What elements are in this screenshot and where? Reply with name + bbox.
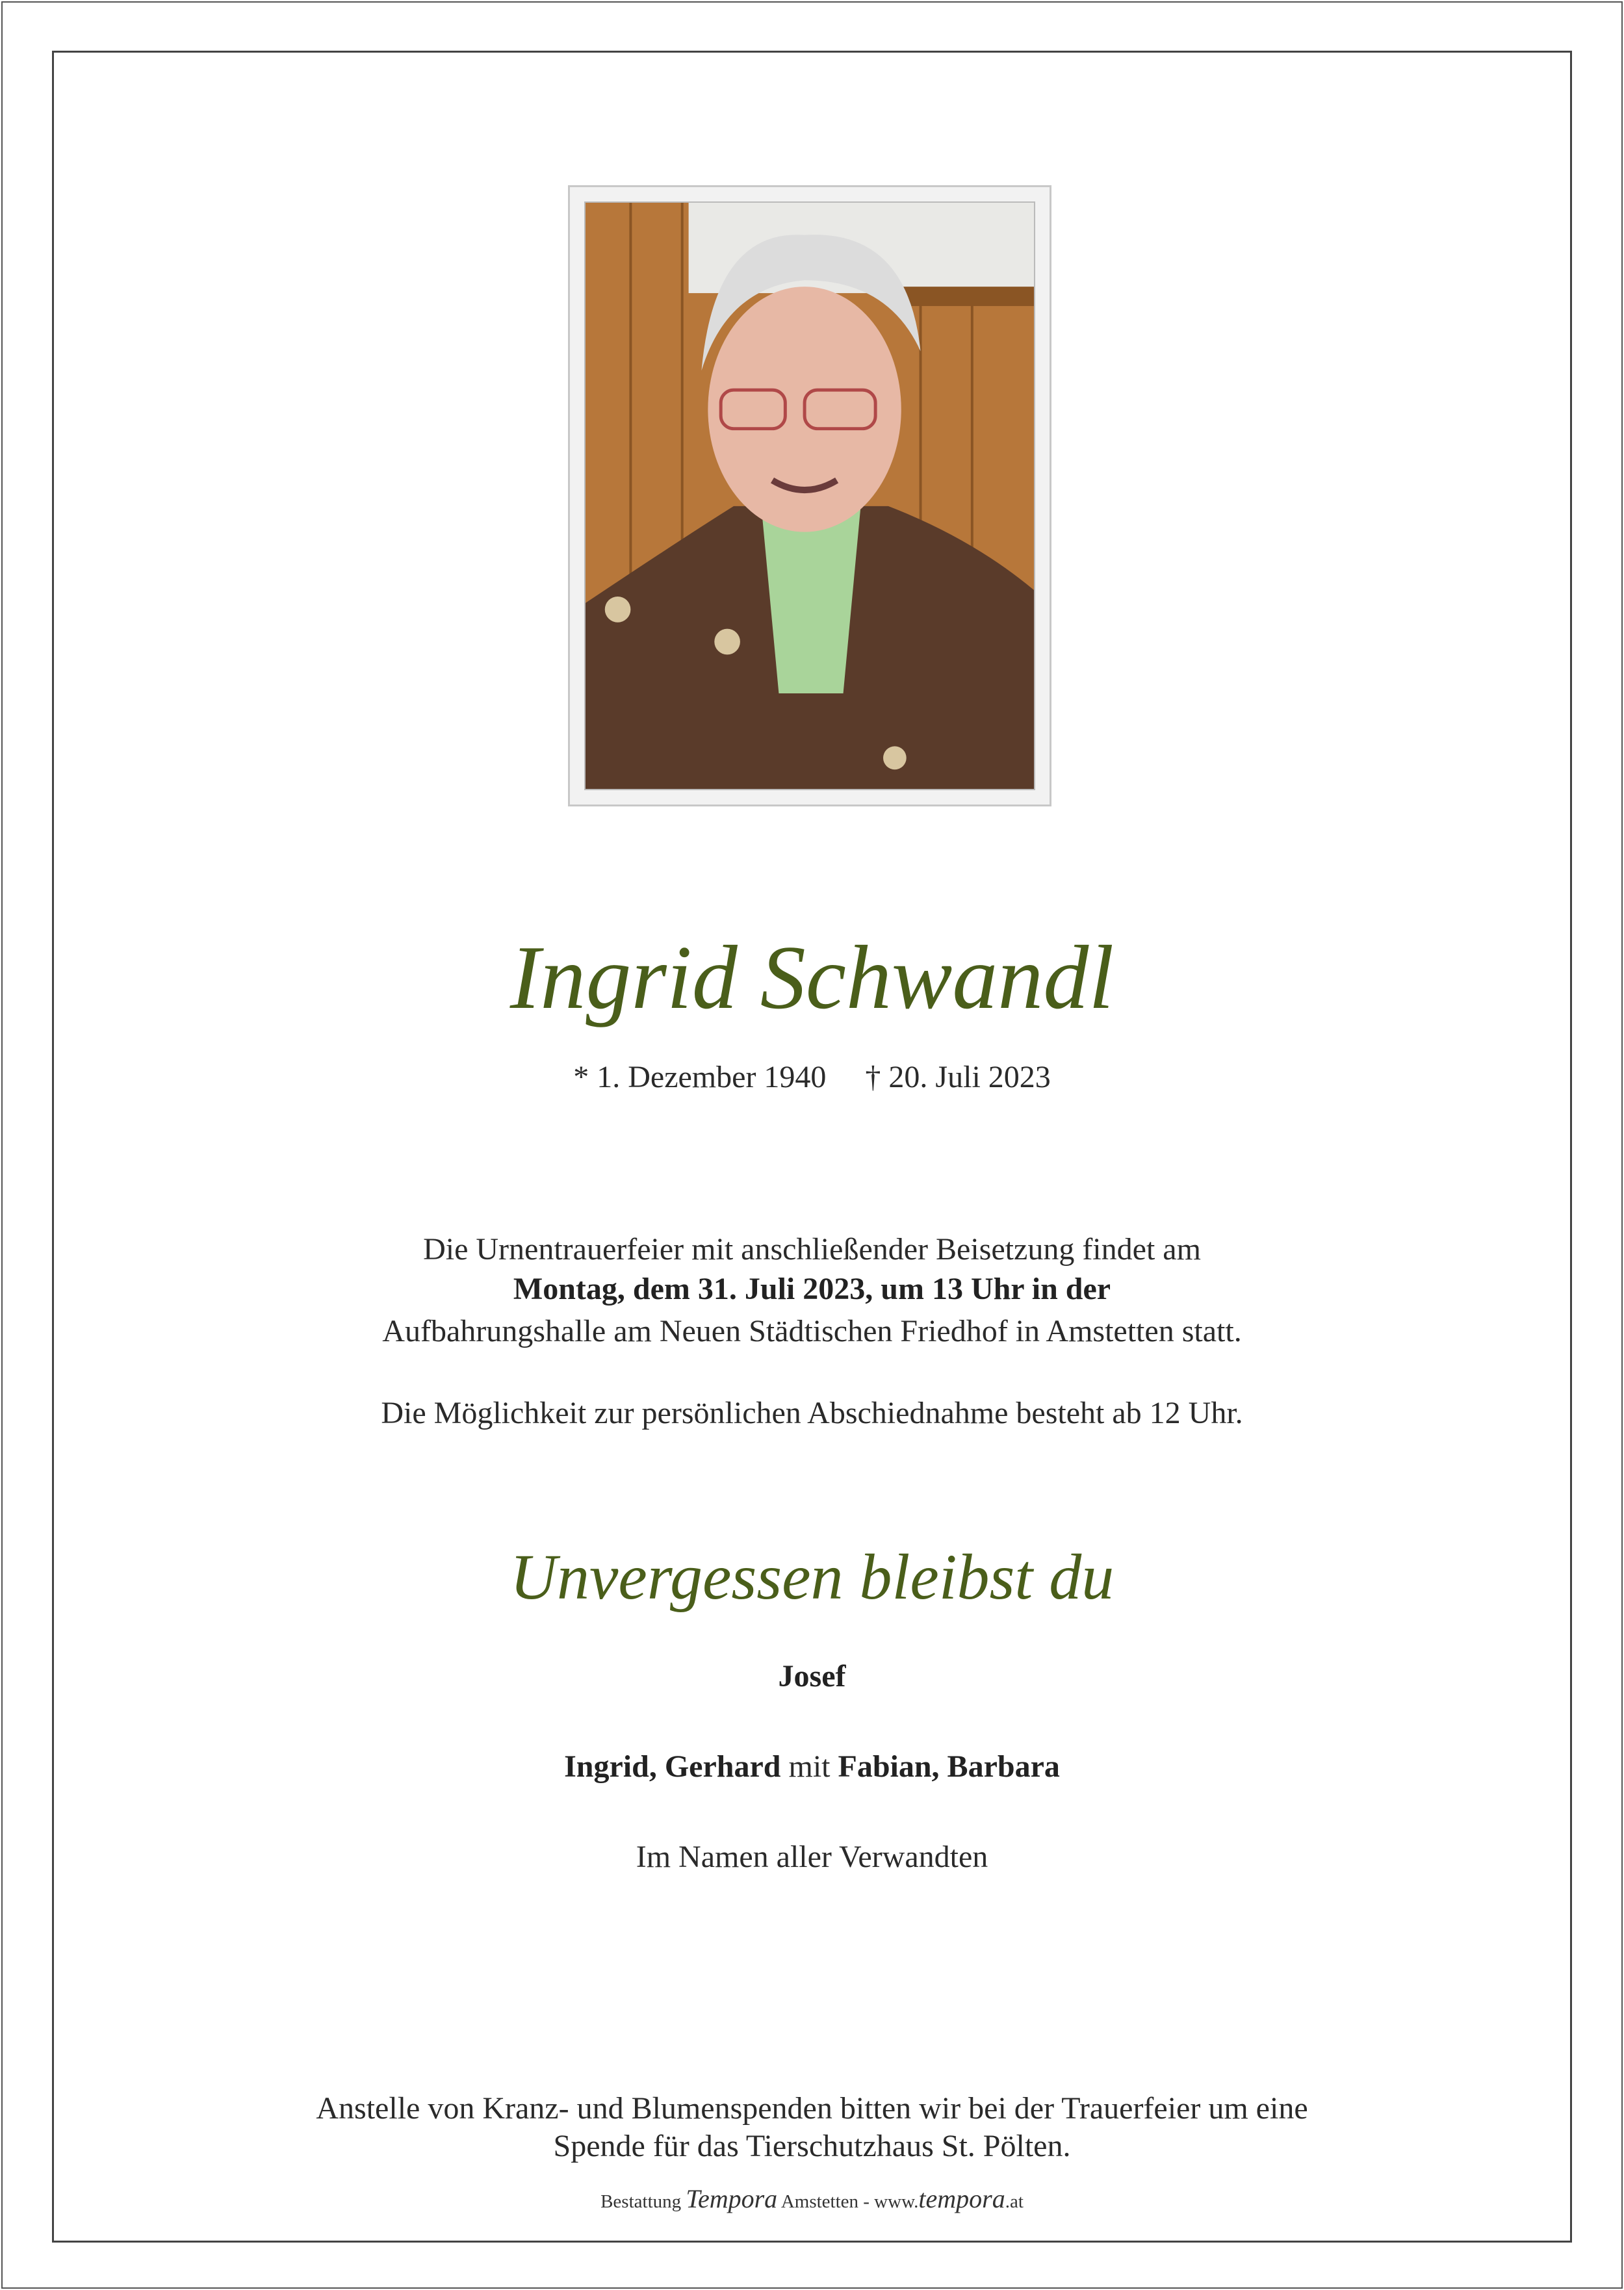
donation-line-1: Anstelle von Kranz- und Blumenspenden bitten wir bei der Trauerfeier um eine [316, 2091, 1308, 2126]
mourners-mid: mit [780, 1749, 838, 1784]
portrait-photo [584, 201, 1035, 790]
death-date: † 20. Juli 2023 [865, 1060, 1051, 1094]
mourners-bold-b: Fabian, Barbara [838, 1749, 1060, 1784]
motto: Unvergessen bleibst du [509, 1541, 1115, 1613]
ceremony-line-2: Montag, dem 31. Juli 2023, um 13 Uhr in der [513, 1272, 1111, 1306]
deceased-name: Ingrid Schwandl [509, 927, 1115, 1028]
footer-brand-logo: Tempora [686, 2184, 778, 2213]
life-dates [0, 1058, 1624, 1097]
mourners-family [0, 1747, 1624, 1786]
ceremony-line-1: Die Urnentrauerfeier mit anschließender Beisetzung findet am [423, 1232, 1201, 1267]
mourner-josef: Josef [778, 1659, 846, 1693]
footer-brand-url: tempora [918, 2184, 1005, 2213]
relatives-note: Im Namen aller Verwandten [636, 1840, 988, 1874]
footer-suffix: .at [1005, 2191, 1024, 2212]
mourners-bold-a: Ingrid, Gerhard [564, 1749, 781, 1784]
footer-prefix: Bestattung [600, 2191, 686, 2212]
undertaker-footer [0, 2183, 1624, 2214]
portrait-frame [568, 185, 1051, 806]
donation-line-2: Spende für das Tierschutzhaus St. Pölten. [553, 2129, 1071, 2163]
birth-date: * 1. Dezember 1940 [573, 1060, 827, 1094]
ceremony-line-3: Aufbahrungshalle am Neuen Städtischen Friedhof in Amstetten statt. [382, 1314, 1242, 1348]
farewell-note: Die Möglichkeit zur persönlichen Abschiednahme besteht ab 12 Uhr. [381, 1396, 1243, 1430]
footer-middle: Amstetten - www. [777, 2191, 919, 2212]
